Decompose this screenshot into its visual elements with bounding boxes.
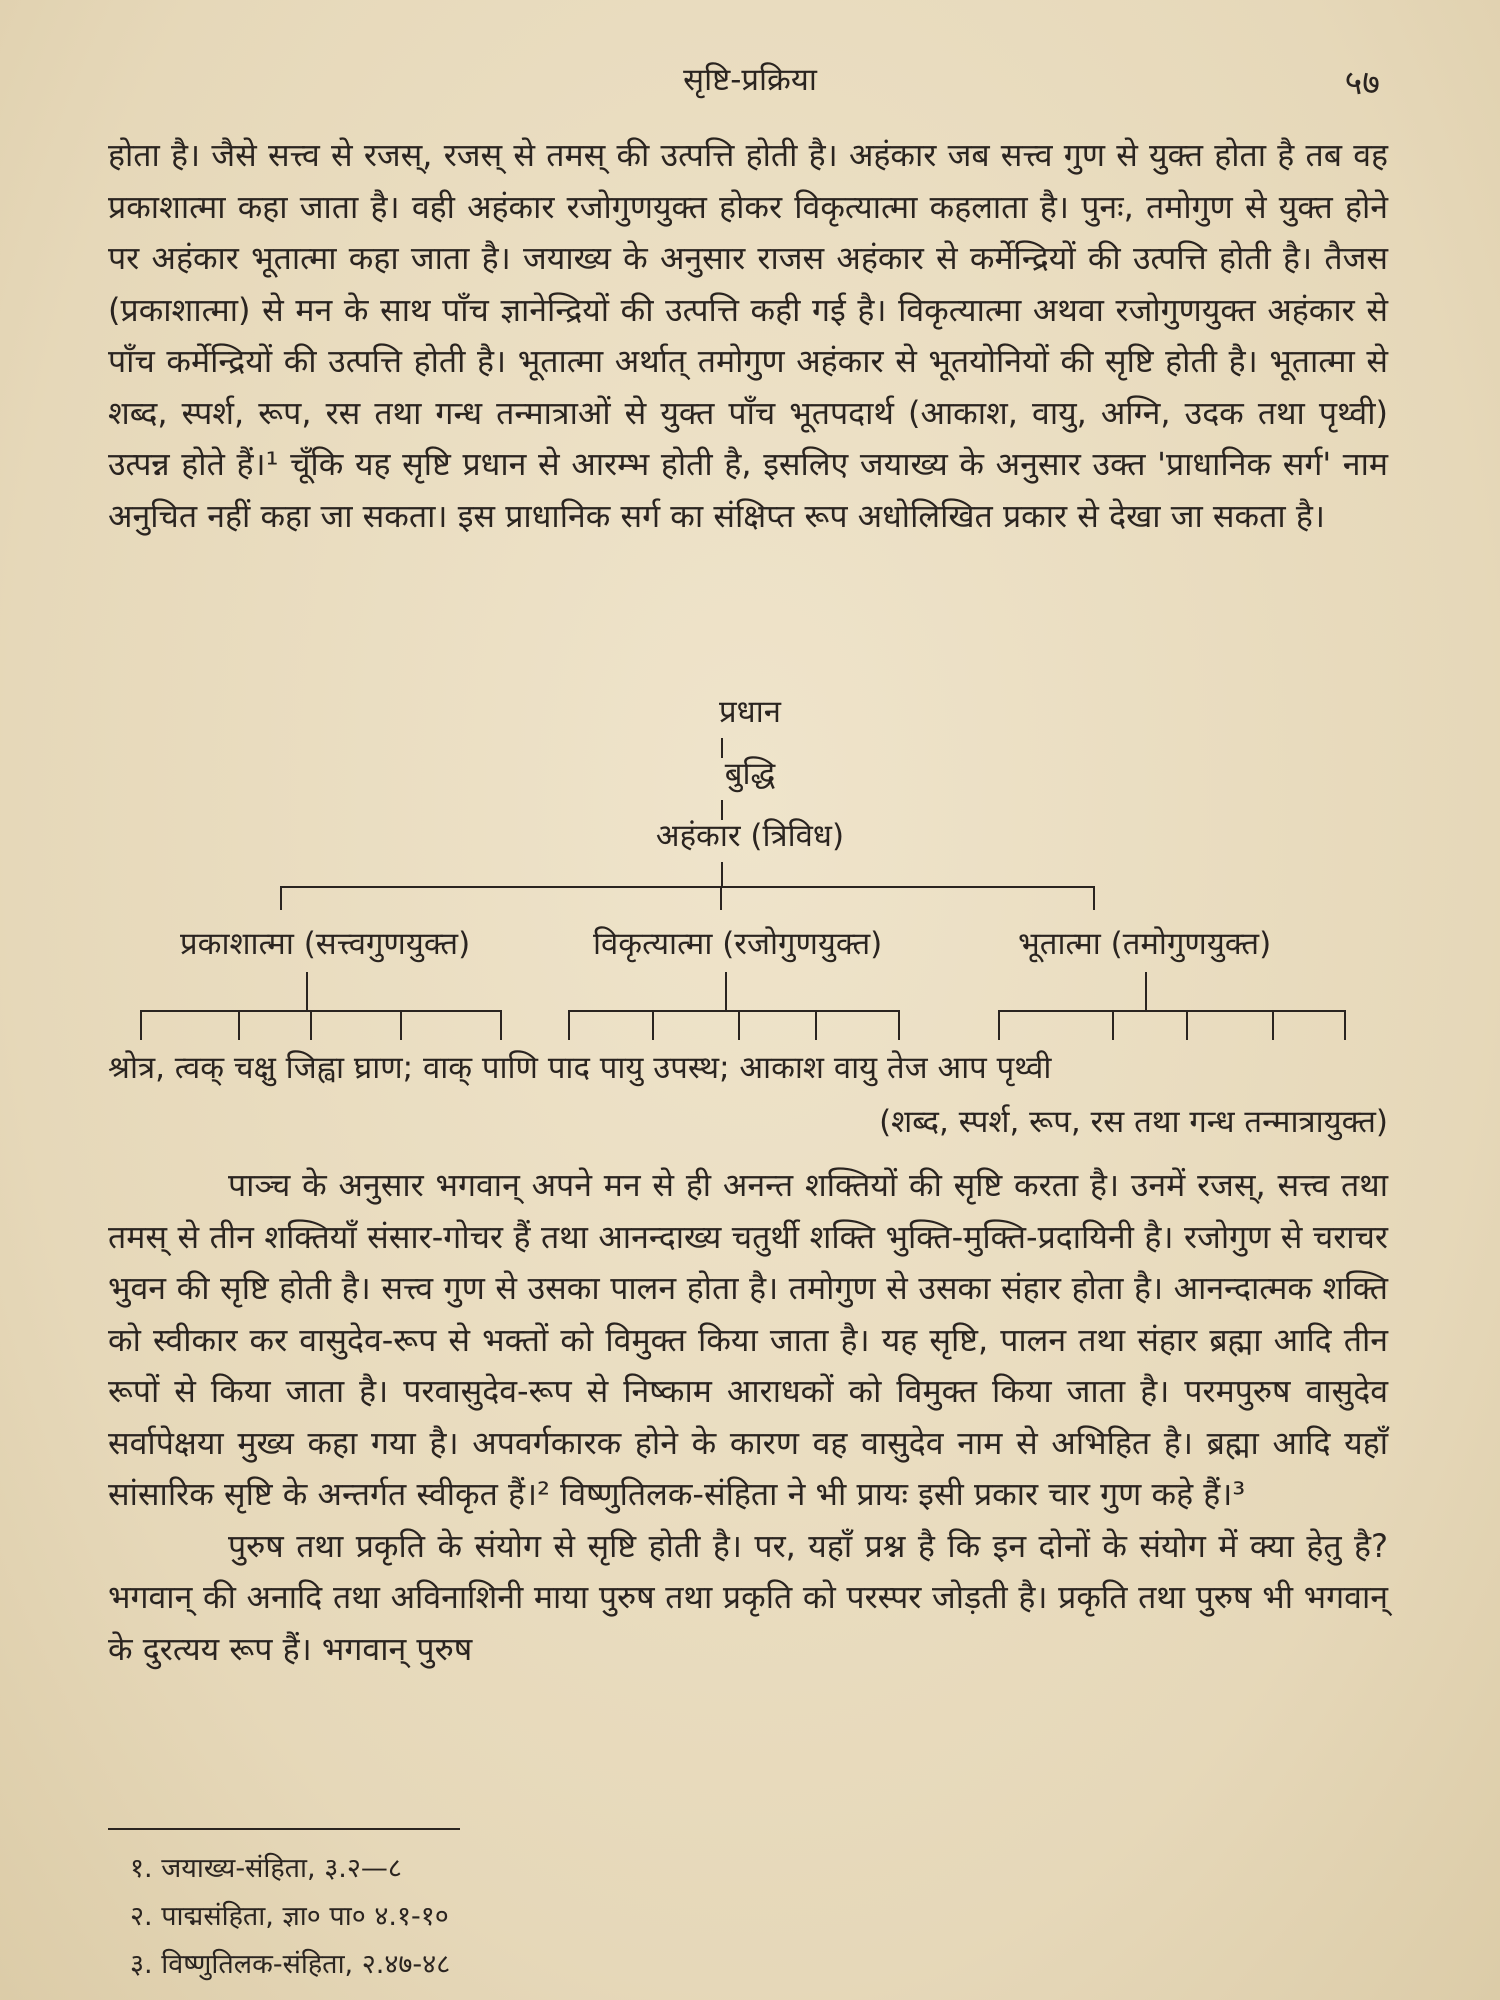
diagram-leaf-tick <box>400 1010 402 1040</box>
diagram-leaf-tick <box>1112 1010 1114 1040</box>
diagram-leaf-tick <box>1186 1010 1188 1040</box>
diagram-connector <box>725 972 727 1010</box>
diagram-connector <box>720 886 722 910</box>
footnote-3: ३. विष्णुतिलक-संहिता, २.४७-४८ <box>130 1949 451 1980</box>
diagram-connector <box>306 972 308 1010</box>
diagram-leaf-tick <box>898 1010 900 1040</box>
diagram-connector <box>1145 972 1147 1010</box>
diagram-leaf-tick <box>238 1010 240 1040</box>
diagram-leaf-tick <box>738 1010 740 1040</box>
diagram-leaf-tick <box>1272 1010 1274 1040</box>
footnote-2: २. पाद्मसंहिता, ज्ञा० पा० ४.१-१० <box>130 1901 449 1932</box>
paragraph-3: पुरुष तथा प्रकृति के संयोग से सृष्टि होती है। पर, यहाँ प्रश्न है कि इन दोनों के संयोग में क्या हेतु है? भगवान् की अनादि तथा अविनाशिनी माया पुरुष तथा प्रकृति को परस्पर जोड़ती है। प्रकृति तथा पुरुष भी भगवान् के दुरत्यय रूप हैं। भगवान् पुरुष <box>108 1526 1388 1668</box>
running-title: सृष्टि-प्रक्रिया <box>683 62 817 98</box>
footnote-1: १. जयाख्य-संहिता, ३.२—८ <box>130 1853 402 1884</box>
creation-diagram <box>0 690 1500 1160</box>
diagram-leaves-note: (शब्द, स्पर्श, रूप, रस तथा गन्ध तन्मात्रायुक्त) <box>879 1104 1388 1140</box>
diagram-node-vikrityatma: विकृत्यात्मा (रजोगुणयुक्त) <box>593 926 883 962</box>
diagram-node-bhutatma: भूतात्मा (तमोगुणयुक्त) <box>1018 926 1272 962</box>
diagram-leaf-line <box>568 1010 900 1012</box>
diagram-leaf-tick <box>815 1010 817 1040</box>
diagram-leaf-tick <box>310 1010 312 1040</box>
diagram-leaf-tick <box>652 1010 654 1040</box>
paragraph-1 <box>108 130 1388 542</box>
diagram-leaf-tick <box>998 1010 1000 1040</box>
diagram-leaf-tick <box>1344 1010 1346 1040</box>
diagram-node-pradhana: प्रधान <box>719 694 781 730</box>
diagram-leaves: श्रोत्र, त्वक् चक्षु जिह्वा घ्राण; वाक् पाणि पाद पायु उपस्थ; आकाश वायु तेज आप पृथ्वी <box>108 1050 1052 1086</box>
diagram-node-buddhi: बुद्धि <box>724 756 776 792</box>
paragraph-group <box>108 1160 1388 1675</box>
diagram-branch-line <box>280 886 1095 888</box>
diagram-leaf-tick <box>140 1010 142 1040</box>
footnotes <box>130 1845 1030 1989</box>
page-header <box>0 58 1500 108</box>
footnote-divider <box>108 1828 460 1830</box>
diagram-connector <box>1093 886 1095 910</box>
diagram-connector <box>280 886 282 910</box>
diagram-node-ahankara: अहंकार (त्रिविध) <box>655 818 845 854</box>
diagram-leaf-tick <box>500 1010 502 1040</box>
page-number: ५७ <box>1344 63 1380 103</box>
diagram-connector <box>721 862 723 886</box>
paragraph-2: पाञ्च के अनुसार भगवान् अपने मन से ही अनन्त शक्तियों की सृष्टि करता है। उनमें रजस्, सत्त्व तथा तमस् से तीन शक्तियाँ संसार-गोचर हैं तथा आनन्दाख्य चतुर्थी शक्ति भुक्ति-मुक्ति-प्रदायिनी है। रजोगुण से चराचर भुवन की सृष्टि होती है। सत्त्व गुण से उसका पालन होता है। तमोगुण से उसका संहार होता है। आनन्दात्मक शक्ति को स्वीकार कर वासुदेव-रूप से भक्तों को विमुक्त किया जाता है। यह सृष्टि, पालन तथा संहार ब्रह्मा आदि तीन रूपों से किया जाता है। परवासुदेव-रूप से निष्काम आराधकों को विमुक्त किया जाता है। परमपुरुष वासुदेव सर्वापेक्षया मुख्य कहा गया है। अपवर्गकारक होने के कारण वह वासुदेव नाम से अभिहित है। ब्रह्मा आदि यहाँ सांसारिक सृष्टि के अन्तर्गत स्वीकृत हैं।² विष्णुतिलक-संहिता ने भी प्रायः इसी प्रकार चार गुण कहे हैं।³ <box>108 1166 1388 1513</box>
diagram-leaf-tick <box>568 1010 570 1040</box>
diagram-leaf-line <box>140 1010 502 1012</box>
paragraph-1-text: होता है। जैसे सत्त्व से रजस्, रजस् से तमस् की उत्पत्ति होती है। अहंकार जब सत्त्व गुण से युक्त होता है तब वह प्रकाशात्मा कहा जाता है। वही अहंकार रजोगुणयुक्त होकर विकृत्यात्मा कहलाता है। पुनः, तमोगुण से युक्त होने पर अहंकार भूतात्मा कहा जाता है। जयाख्य के अनुसार राजस अहंकार से कर्मेन्द्रियों की उत्पत्ति होती है। तैजस (प्रकाशात्मा) से मन के साथ पाँच ज्ञानेन्द्रियों की उत्पत्ति कही गई है। विकृत्यात्मा अथवा रजोगुणयुक्त अहंकार से पाँच कर्मेन्द्रियों की उत्पत्ति होती है। भूतात्मा अर्थात् तमोगुण अहंकार से भूतयोनियों की सृष्टि होती है। भूतात्मा से शब्द, स्पर्श, रूप, रस तथा गन्ध तन्मात्राओं से युक्त पाँच भूतपदार्थ (आकाश, वायु, अग्नि, उदक तथा पृथ्वी) उत्पन्न होते हैं।¹ चूँकि यह सृष्टि प्रधान से आरम्भ होती है, इसलिए जयाख्य के अनुसार उक्त 'प्राधानिक सर्ग' नाम अनुचित नहीं कहा जा सकता। इस प्राधानिक सर्ग का संक्षिप्त रूप अधोलिखित प्रकार से देखा जा सकता है। <box>108 136 1388 535</box>
diagram-leaf-line <box>998 1010 1346 1012</box>
diagram-node-prakashatma: प्रकाशात्मा (सत्त्वगुणयुक्त) <box>180 926 471 962</box>
